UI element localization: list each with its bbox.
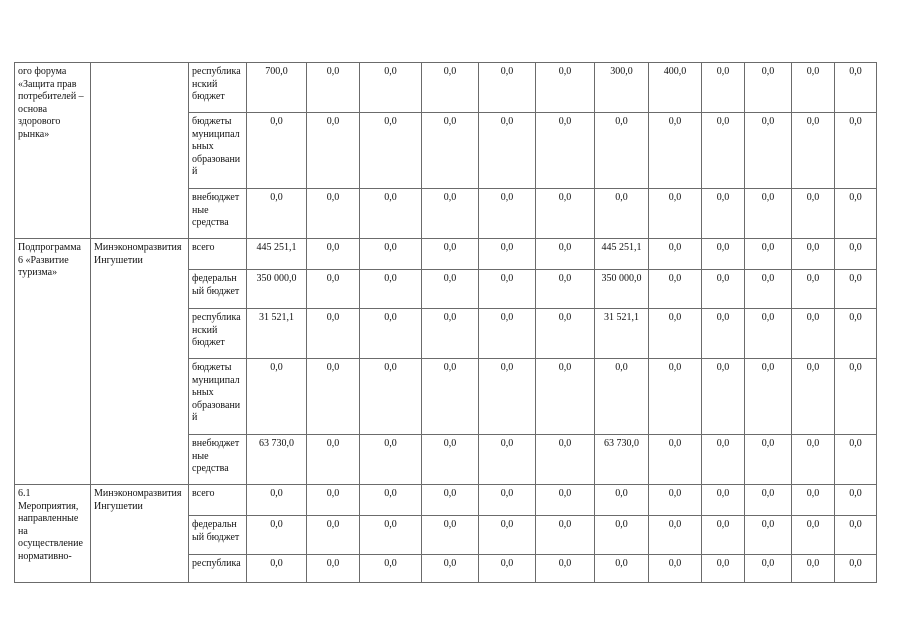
value-cell: 0,0 xyxy=(649,239,702,270)
value-cell: 0,0 xyxy=(649,555,702,583)
value-cell: 63 730,0 xyxy=(247,435,307,485)
value-cell: 0,0 xyxy=(649,189,702,239)
value-cell: 0,0 xyxy=(479,63,536,113)
value-cell: 0,0 xyxy=(479,270,536,309)
value-cell: 0,0 xyxy=(422,113,479,189)
value-cell: 0,0 xyxy=(307,239,360,270)
value-cell: 0,0 xyxy=(360,435,422,485)
value-cell: 0,0 xyxy=(649,516,702,555)
value-cell: 0,0 xyxy=(745,516,792,555)
value-cell: 0,0 xyxy=(536,309,595,359)
value-cell: 445 251,1 xyxy=(595,239,649,270)
value-cell: 0,0 xyxy=(536,239,595,270)
value-cell: 0,0 xyxy=(479,555,536,583)
value-cell: 0,0 xyxy=(649,435,702,485)
value-cell: 0,0 xyxy=(745,359,792,435)
value-cell: 0,0 xyxy=(307,63,360,113)
value-cell: 0,0 xyxy=(360,239,422,270)
value-cell: 0,0 xyxy=(536,485,595,516)
value-cell: 0,0 xyxy=(745,239,792,270)
value-cell: 0,0 xyxy=(745,555,792,583)
value-cell: 0,0 xyxy=(422,485,479,516)
value-cell: 0,0 xyxy=(422,239,479,270)
value-cell: 0,0 xyxy=(536,435,595,485)
value-cell: 0,0 xyxy=(745,113,792,189)
budget-table xyxy=(14,62,877,583)
value-cell: 0,0 xyxy=(702,555,745,583)
executor-cell: Минэкономразвития Ингушетии xyxy=(91,239,189,485)
value-cell: 0,0 xyxy=(702,63,745,113)
value-cell: 0,0 xyxy=(792,113,835,189)
value-cell: 0,0 xyxy=(422,516,479,555)
program-name-cell: 6.1 Мероприятия, направленные на осуществление нормативно- xyxy=(15,485,91,583)
value-cell: 445 251,1 xyxy=(247,239,307,270)
value-cell: 0,0 xyxy=(745,435,792,485)
value-cell: 0,0 xyxy=(479,516,536,555)
value-cell: 0,0 xyxy=(792,359,835,435)
value-cell: 0,0 xyxy=(595,113,649,189)
value-cell: 0,0 xyxy=(792,270,835,309)
value-cell: 0,0 xyxy=(307,555,360,583)
value-cell: 0,0 xyxy=(792,63,835,113)
value-cell: 350 000,0 xyxy=(247,270,307,309)
value-cell: 0,0 xyxy=(307,516,360,555)
funding-source-cell: республиканский бюджет xyxy=(189,63,247,113)
value-cell: 0,0 xyxy=(479,189,536,239)
value-cell: 0,0 xyxy=(702,435,745,485)
value-cell: 63 730,0 xyxy=(595,435,649,485)
value-cell: 0,0 xyxy=(360,359,422,435)
value-cell: 0,0 xyxy=(702,309,745,359)
value-cell: 0,0 xyxy=(422,63,479,113)
value-cell: 0,0 xyxy=(536,113,595,189)
value-cell: 0,0 xyxy=(702,359,745,435)
value-cell: 0,0 xyxy=(479,309,536,359)
value-cell: 0,0 xyxy=(360,270,422,309)
value-cell: 0,0 xyxy=(702,113,745,189)
value-cell: 0,0 xyxy=(422,555,479,583)
value-cell: 0,0 xyxy=(360,516,422,555)
value-cell: 0,0 xyxy=(835,555,877,583)
value-cell: 31 521,1 xyxy=(595,309,649,359)
value-cell: 0,0 xyxy=(702,516,745,555)
value-cell: 0,0 xyxy=(360,555,422,583)
value-cell: 0,0 xyxy=(479,485,536,516)
value-cell: 0,0 xyxy=(595,485,649,516)
funding-source-cell: всего xyxy=(189,239,247,270)
value-cell: 350 000,0 xyxy=(595,270,649,309)
value-cell: 0,0 xyxy=(360,189,422,239)
executor-cell xyxy=(91,63,189,239)
value-cell: 0,0 xyxy=(702,239,745,270)
value-cell: 0,0 xyxy=(247,516,307,555)
value-cell: 0,0 xyxy=(835,270,877,309)
value-cell: 0,0 xyxy=(536,270,595,309)
value-cell: 0,0 xyxy=(835,359,877,435)
value-cell: 700,0 xyxy=(247,63,307,113)
value-cell: 0,0 xyxy=(792,516,835,555)
value-cell: 0,0 xyxy=(247,113,307,189)
value-cell: 0,0 xyxy=(307,189,360,239)
value-cell: 0,0 xyxy=(835,485,877,516)
funding-source-cell: федеральный бюджет xyxy=(189,516,247,555)
funding-source-cell: внебюджетные средства xyxy=(189,189,247,239)
value-cell: 0,0 xyxy=(536,516,595,555)
funding-source-cell: бюджеты муниципальных образований xyxy=(189,359,247,435)
value-cell: 0,0 xyxy=(792,555,835,583)
value-cell: 0,0 xyxy=(307,485,360,516)
value-cell: 0,0 xyxy=(360,309,422,359)
value-cell: 0,0 xyxy=(792,485,835,516)
value-cell: 0,0 xyxy=(792,189,835,239)
value-cell: 0,0 xyxy=(649,113,702,189)
funding-source-cell: внебюджетные средства xyxy=(189,435,247,485)
value-cell: 0,0 xyxy=(702,270,745,309)
value-cell: 0,0 xyxy=(247,189,307,239)
value-cell: 0,0 xyxy=(792,435,835,485)
value-cell: 0,0 xyxy=(649,359,702,435)
value-cell: 0,0 xyxy=(422,309,479,359)
value-cell: 0,0 xyxy=(835,113,877,189)
value-cell: 0,0 xyxy=(835,189,877,239)
value-cell: 0,0 xyxy=(595,516,649,555)
executor-cell: Минэкономразвития Ингушетии xyxy=(91,485,189,583)
value-cell: 0,0 xyxy=(536,63,595,113)
value-cell: 0,0 xyxy=(835,63,877,113)
value-cell: 0,0 xyxy=(835,239,877,270)
value-cell: 0,0 xyxy=(702,189,745,239)
table-body xyxy=(15,63,877,583)
value-cell: 0,0 xyxy=(360,63,422,113)
value-cell: 0,0 xyxy=(360,113,422,189)
value-cell: 0,0 xyxy=(422,270,479,309)
value-cell: 0,0 xyxy=(536,555,595,583)
value-cell: 0,0 xyxy=(649,309,702,359)
table-row xyxy=(15,63,877,113)
value-cell: 0,0 xyxy=(307,309,360,359)
value-cell: 0,0 xyxy=(536,189,595,239)
value-cell: 0,0 xyxy=(649,485,702,516)
value-cell: 0,0 xyxy=(422,435,479,485)
value-cell: 0,0 xyxy=(835,309,877,359)
value-cell: 0,0 xyxy=(745,485,792,516)
program-name-cell: ого форума «Защита прав потребителей – основа здорового рынка» xyxy=(15,63,91,239)
table-row xyxy=(15,485,877,516)
funding-source-cell: бюджеты муниципальных образований xyxy=(189,113,247,189)
program-name-cell: Подпрограмма 6 «Развитие туризма» xyxy=(15,239,91,485)
value-cell: 0,0 xyxy=(745,63,792,113)
funding-source-cell: республиканский бюджет xyxy=(189,309,247,359)
value-cell: 400,0 xyxy=(649,63,702,113)
value-cell: 0,0 xyxy=(595,189,649,239)
value-cell: 300,0 xyxy=(595,63,649,113)
value-cell: 0,0 xyxy=(307,270,360,309)
value-cell: 0,0 xyxy=(745,309,792,359)
value-cell: 0,0 xyxy=(792,239,835,270)
value-cell: 0,0 xyxy=(792,309,835,359)
value-cell: 0,0 xyxy=(835,516,877,555)
value-cell: 0,0 xyxy=(702,485,745,516)
value-cell: 0,0 xyxy=(422,189,479,239)
table-row xyxy=(15,239,877,270)
value-cell: 0,0 xyxy=(649,270,702,309)
value-cell: 0,0 xyxy=(595,359,649,435)
value-cell: 0,0 xyxy=(247,359,307,435)
value-cell: 0,0 xyxy=(307,359,360,435)
value-cell: 0,0 xyxy=(307,435,360,485)
value-cell: 0,0 xyxy=(479,113,536,189)
value-cell: 31 521,1 xyxy=(247,309,307,359)
funding-source-cell: федеральный бюджет xyxy=(189,270,247,309)
value-cell: 0,0 xyxy=(745,270,792,309)
value-cell: 0,0 xyxy=(247,485,307,516)
value-cell: 0,0 xyxy=(360,485,422,516)
value-cell: 0,0 xyxy=(595,555,649,583)
value-cell: 0,0 xyxy=(835,435,877,485)
value-cell: 0,0 xyxy=(479,359,536,435)
value-cell: 0,0 xyxy=(307,113,360,189)
funding-source-cell: всего xyxy=(189,485,247,516)
value-cell: 0,0 xyxy=(536,359,595,435)
value-cell: 0,0 xyxy=(479,239,536,270)
value-cell: 0,0 xyxy=(247,555,307,583)
value-cell: 0,0 xyxy=(479,435,536,485)
value-cell: 0,0 xyxy=(745,189,792,239)
funding-source-cell: республика xyxy=(189,555,247,583)
value-cell: 0,0 xyxy=(422,359,479,435)
